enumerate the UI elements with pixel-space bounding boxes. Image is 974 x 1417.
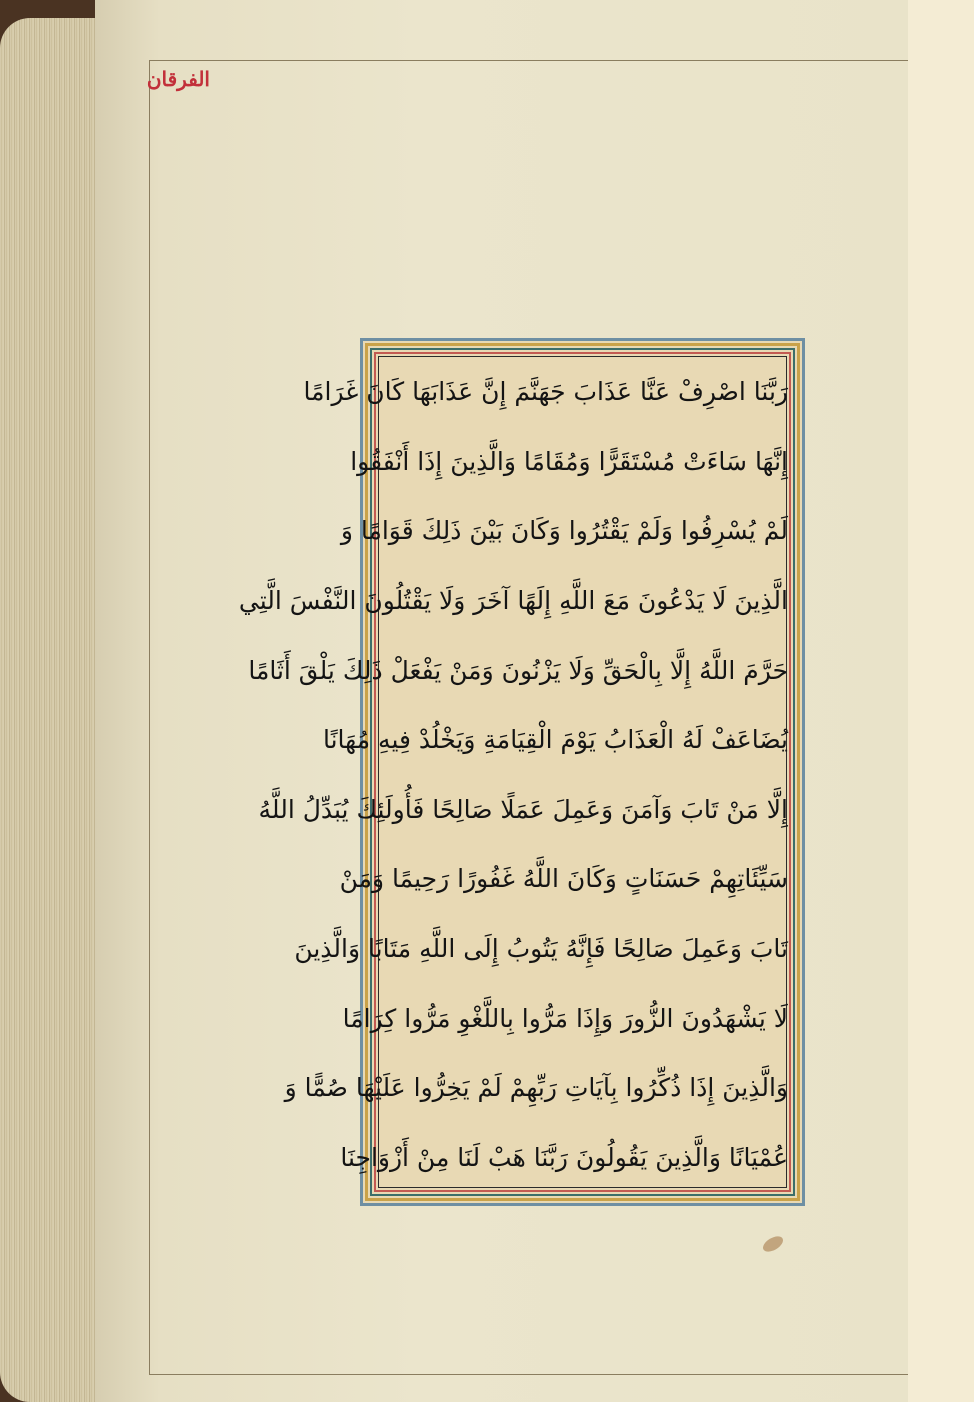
bottom-strip <box>0 1402 974 1417</box>
text-line-7: إِلَّا مَنْ تَابَ وَآمَنَ وَعَمِلَ عَمَلًا صَالِحًا فَأُولَئِكَ يُبَدِّلُ اللَّهُ <box>258 794 788 824</box>
text-block <box>238 338 805 1206</box>
text-line-3: لَمْ يُسْرِفُوا وَلَمْ يَقْتُرُوا وَكَانَ بَيْنَ ذَلِكَ قَوَامًا وَ <box>340 516 788 546</box>
text-line-9: تَابَ وَعَمِلَ صَالِحًا فَإِنَّهُ يَتُوبُ إِلَى اللَّهِ مَتَابًا وَالَّذِينَ <box>294 934 788 963</box>
text-line-12: عُمْيَانًا وَالَّذِينَ يَقُولُونَ رَبَّنَا هَبْ لَنَا مِنْ أَزْوَاجِنَا <box>340 1142 788 1172</box>
page-edges <box>0 18 110 1402</box>
text-line-5: حَرَّمَ اللَّهُ إِلَّا بِالْحَقِّ وَلَا يَزْنُونَ وَمَنْ يَفْعَلْ ذَلِكَ يَلْقَ أَثَامًا <box>248 655 788 685</box>
text-lines <box>238 363 788 1187</box>
surah-title: الفرقان <box>146 67 210 91</box>
text-line-1: رَبَّنَا اصْرِفْ عَنَّا عَذَابَ جَهَنَّمَ إِنَّ عَذَابَهَا كَانَ غَرَامًا <box>303 377 788 406</box>
text-line-4: الَّذِينَ لَا يَدْعُونَ مَعَ اللَّهِ إِلَهًا آخَرَ وَلَا يَقْتُلُونَ النَّفْسَ الَّتِي <box>238 585 788 615</box>
text-line-8: سَيِّئَاتِهِمْ حَسَنَاتٍ وَكَانَ اللَّهُ غَفُورًا رَحِيمًا وَمَنْ <box>339 864 788 894</box>
text-line-11: وَالَّذِينَ إِذَا ذُكِّرُوا بِآيَاتِ رَبِّهِمْ لَمْ يَخِرُّوا عَلَيْهَا صُمًّا وَ <box>284 1073 788 1103</box>
text-line-10: لَا يَشْهَدُونَ الزُّورَ وَإِذَا مَرُّوا بِاللَّغْوِ مَرُّوا كِرَامًا <box>342 1003 788 1033</box>
right-margin <box>908 0 974 1402</box>
text-line-6: يُضَاعَفْ لَهُ الْعَذَابُ يَوْمَ الْقِيَامَةِ وَيَخْلُدْ فِيهِ مُهَانًا <box>322 725 788 755</box>
text-line-2: إِنَّهَا سَاءَتْ مُسْتَقَرًّا وَمُقَامًا وَالَّذِينَ إِذَا أَنْفَقُوا <box>350 446 788 476</box>
